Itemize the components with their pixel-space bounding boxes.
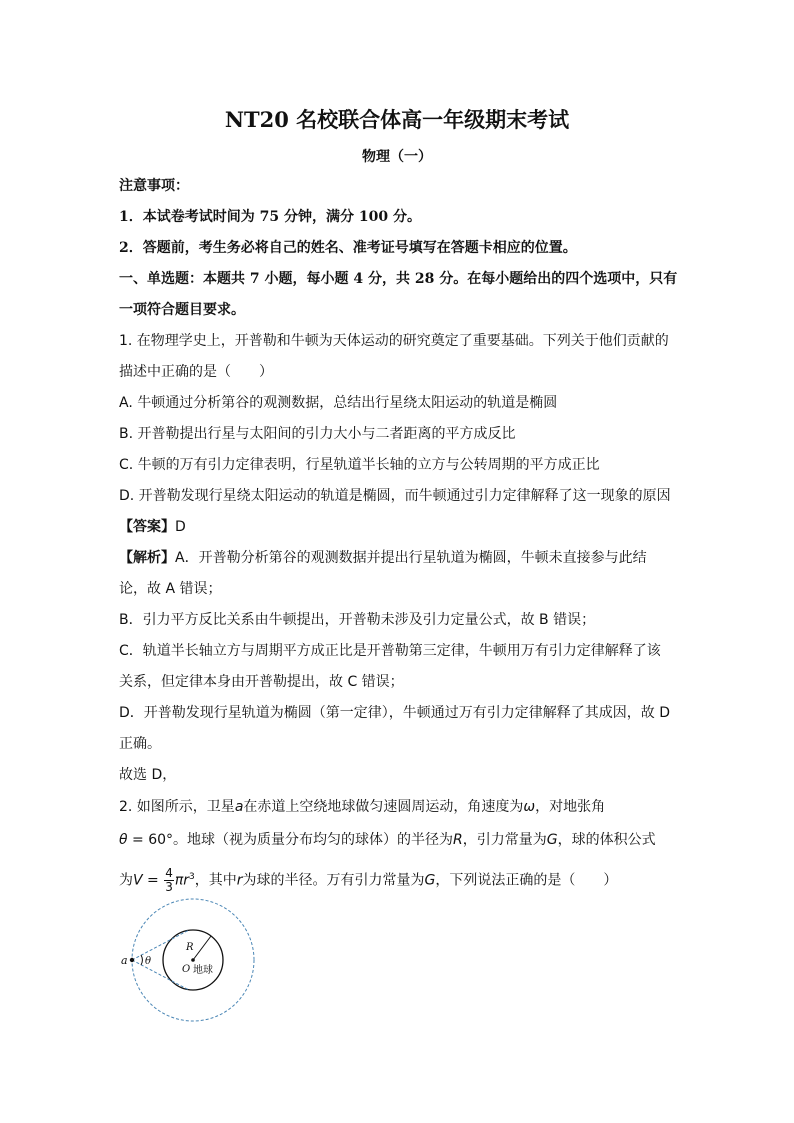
- answer-value: D: [175, 519, 186, 535]
- q2-equals: =: [142, 872, 164, 889]
- exam-subtitle: 物理（一）: [362, 149, 432, 165]
- q2-var-r-cap: R: [453, 832, 463, 848]
- q1-option-a: A. 牛顿通过分析第谷的观测数据，总结出行星绕太阳运动的轨道是椭圆: [119, 395, 558, 411]
- q2-var-g: G: [424, 872, 436, 889]
- earth-label: 地球: [193, 965, 213, 976]
- q1-conclusion: 故选 D，: [119, 767, 177, 783]
- q1-stem-line1: 1. 在物理学史上，开普勒和牛顿为天体运动的研究奠定了重要基础。下列关于他们贡献的: [119, 333, 669, 349]
- exam-title: NT20 名校联合体高一年级期末考试: [224, 107, 570, 132]
- analysis-label: 【解析】: [119, 550, 175, 566]
- q2-var-a: a: [234, 799, 244, 815]
- satellite-label: a: [121, 954, 128, 967]
- q1-option-b: B. 开普勒提出行星与太阳间的引力大小与二者距离的平方成反比: [119, 426, 516, 442]
- q2-text: ，球的体积公式: [557, 832, 656, 848]
- q2-text: 2. 如图所示，卫星: [119, 799, 235, 815]
- analysis-text-1: A．开普勒分析第谷的观测数据并提出行星轨道为椭圆，牛顿未直接参与此结: [175, 550, 647, 566]
- answer-label: 【答案】: [119, 519, 175, 535]
- q2-text: 在赤道上空绕地球做匀速圆周运动，角速度为: [243, 799, 524, 815]
- q2-text: ，下列说法正确的是（ ）: [435, 872, 618, 889]
- q1-stem-line2: 描述中正确的是（ ）: [119, 364, 273, 380]
- q2-text: 为球的半径。万有引力常量为: [242, 872, 425, 889]
- q2-var-r: r: [236, 872, 243, 889]
- q2-text: ，其中: [194, 872, 237, 889]
- center-label: O: [182, 964, 191, 975]
- q2-var-theta: θ: [119, 832, 128, 848]
- section1-instructions-line2: 一项符合题目要求。: [119, 302, 245, 318]
- orbit-diagram: [115, 896, 265, 1026]
- q1-option-c: C. 牛顿的万有引力定律表明，行星轨道半长轴的立方与公转周期的平方成正比: [119, 457, 600, 473]
- q2-exponent: 3: [189, 872, 195, 882]
- q2-var-g: G: [546, 832, 558, 848]
- q2-stem-line3: [119, 863, 617, 895]
- orbit-diagram-svg: [115, 896, 265, 1026]
- q2-var-v: V: [133, 872, 143, 889]
- q1-analysis-line1: [119, 548, 647, 568]
- q2-angle-value: = 60°: [127, 832, 174, 848]
- notice-item-2: 2．答题前，考生务必将自己的姓名、准考证号填写在答题卡相应的位置。: [119, 240, 577, 256]
- q2-stem-line1: [119, 797, 605, 817]
- q1-analysis-line6: D．开普勒发现行星轨道为椭圆（第一定律），牛顿通过万有引力定律解释了其成因，故 D: [119, 705, 671, 721]
- notice-heading: 注意事项：: [119, 178, 189, 194]
- q2-text: ，引力常量为: [462, 832, 547, 848]
- q2-stem-line2: [119, 830, 656, 850]
- satellite-point: [130, 958, 134, 962]
- q1-analysis-line5: 关系，但定律本身由开普勒提出，故 C 错误；: [119, 674, 404, 690]
- q1-analysis-line7: 正确。: [119, 736, 161, 752]
- q2-var-omega: ω: [523, 799, 536, 815]
- angle-arc: [141, 955, 142, 965]
- q1-answer: [119, 517, 186, 537]
- q2-pi-r: πr: [174, 872, 190, 889]
- q1-analysis-line2: 论，故 A 错误；: [119, 581, 222, 597]
- q1-option-d: D. 开普勒发现行星绕太阳运动的轨道是椭圆，而牛顿通过引力定律解释了这一现象的原因: [119, 488, 671, 504]
- radius-label: R: [186, 942, 194, 953]
- fraction-denominator: 3: [165, 880, 173, 895]
- q2-text: ，对地张角: [535, 799, 606, 815]
- angle-label: θ: [145, 956, 152, 967]
- radius-line: [193, 936, 211, 960]
- section1-instructions-line1: 一、单选题：本题共 7 小题，每小题 4 分，共 28 分。在每小题给出的四个选项中，只有: [119, 271, 678, 287]
- tangent-line-lower: [132, 960, 191, 990]
- q1-analysis-line4: C．轨道半长轴立方与周期平方成正比是开普勒第三定律，牛顿用万有引力定律解释了该: [119, 643, 661, 659]
- q1-analysis-line3: B．引力平方反比关系由牛顿提出，开普勒未涉及引力定量公式，故 B 错误；: [119, 612, 596, 628]
- volume-fraction: [164, 867, 174, 894]
- q2-text: 为: [119, 872, 133, 889]
- tangent-line-upper: [132, 931, 188, 961]
- earth-center-point: [191, 958, 195, 962]
- notice-item-1: 1．本试卷考试时间为 75 分钟，满分 100 分。: [119, 209, 421, 225]
- fraction-numerator: 4: [165, 866, 173, 881]
- q2-text: 。地球（视为质量分布均匀的球体）的半径为: [173, 832, 454, 848]
